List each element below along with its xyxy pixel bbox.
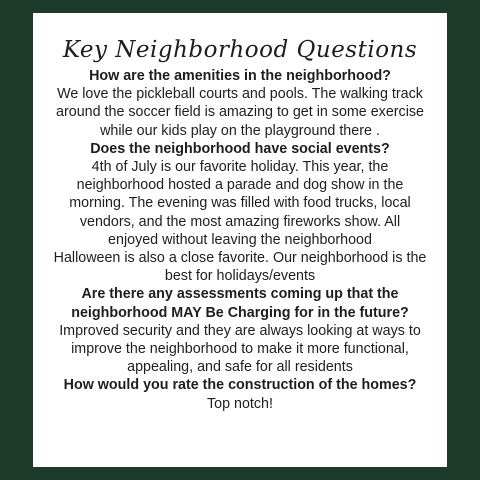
- question-assessments-line: neighborhood MAY Be Charging for in the future?: [71, 304, 409, 321]
- answer-line: while our kids play on the playground there .: [100, 122, 380, 139]
- qa-item-amenities: [33, 67, 447, 140]
- answer-line: neighborhood hosted a parade and dog show in the: [76, 177, 404, 194]
- answer-line: best for holidays/events: [164, 268, 316, 285]
- question-social-events: Does the neighborhood have social events?: [90, 140, 390, 157]
- content-card: [33, 13, 447, 467]
- qa-item-social-events: [33, 140, 447, 286]
- answer-line: Halloween is also a close favorite. Our neighborhood is the: [53, 250, 427, 267]
- page-title: Key Neighborhood Questions: [62, 37, 418, 63]
- answer-line: enjoyed without leaving the neighborhood: [108, 231, 372, 248]
- question-assessments-line: Are there any assessments coming up that the: [81, 286, 399, 303]
- answer-line: Top notch!: [207, 395, 273, 412]
- qa-item-construction: [33, 376, 447, 412]
- question-construction: How would you rate the construction of the homes?: [63, 377, 417, 394]
- answer-line: appealing, and safe for all residents: [127, 359, 353, 376]
- question-amenities: How are the amenities in the neighborhood?: [89, 68, 391, 84]
- answer-line: around the soccer field is amazing to get in some exercise: [56, 104, 424, 121]
- answer-line: improve the neighborhood to make it more functional,: [71, 341, 409, 358]
- answer-line: We love the pickleball courts and pools. The walking track: [57, 86, 423, 103]
- answer-line: vendors, and the most amazing fireworks show. All: [79, 213, 401, 230]
- answer-line: Improved security and they are always looking at ways to: [59, 322, 421, 339]
- qa-item-assessments: [33, 285, 447, 376]
- answer-line: 4th of July is our favorite holiday. This year, the: [91, 159, 389, 176]
- answer-line: morning. The evening was filled with food trucks, local: [69, 195, 411, 212]
